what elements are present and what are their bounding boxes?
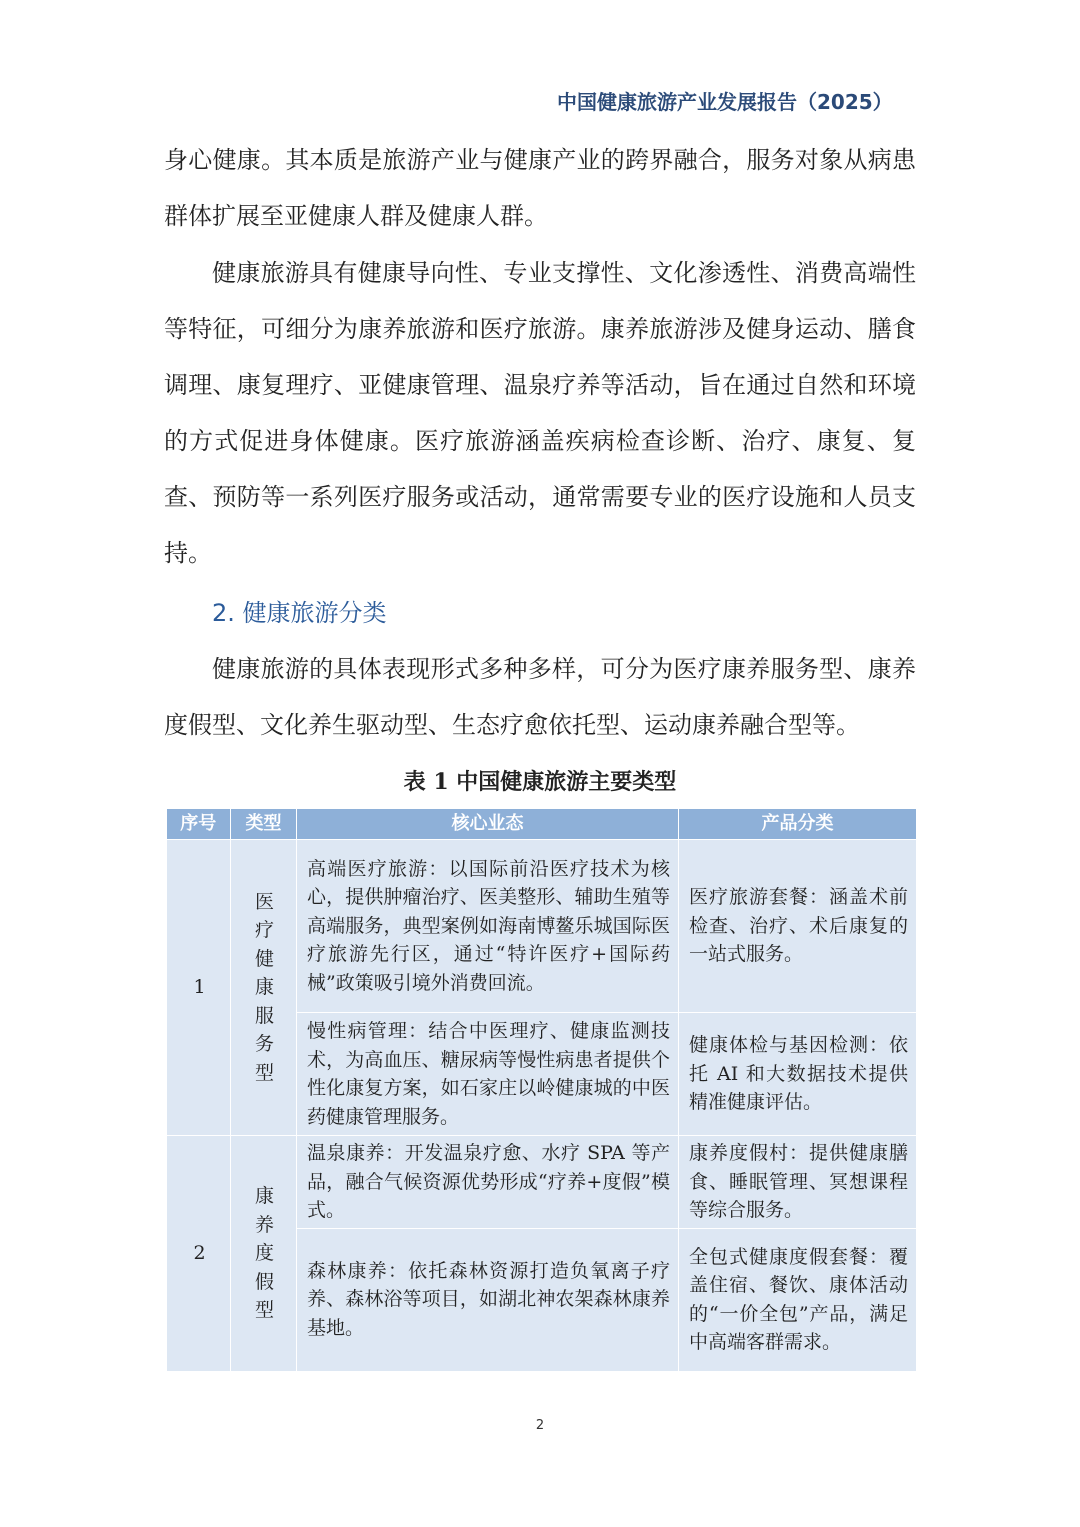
table-row	[167, 840, 917, 1013]
product-category-cell: 全包式健康度假套餐：覆盖住宿、餐饮、康体活动的“一价全包”产品，满足中高端客群需求。	[679, 1228, 917, 1371]
page-number: 2	[535, 1418, 545, 1433]
header-no: 序号	[167, 809, 231, 840]
core-business-cell: 温泉康养：开发温泉疗愈、水疗 SPA 等产品，融合气候资源优势形成“疗养+度假”模式。	[297, 1136, 679, 1229]
header-product: 产品分类	[679, 809, 917, 840]
running-header-title: 中国健康旅游产业发展报告（2025）	[557, 90, 893, 114]
core-business-cell: 森林康养：依托森林资源打造负氧离子疗养、森林浴等项目，如湖北神农架森林康养基地。	[297, 1228, 679, 1371]
paragraph-classification: 健康旅游的具体表现形式多种多样，可分为医疗康养服务型、康养度假型、文化养生驱动型、生态疗愈依托型、运动康养融合型等。	[164, 655, 916, 739]
row-type	[231, 840, 297, 1136]
paragraph-characteristics: 健康旅游具有健康导向性、专业支撑性、文化渗透性、消费高端性等特征，可细分为康养旅游和医疗旅游。康养旅游涉及健身运动、膳食调理、康复理疗、亚健康管理、温泉疗养等活动，旨在通过自然和环境的方式促进身体健康。医疗旅游涵盖疾病检查诊断、治疗、康复、复查、预防等一系列医疗服务或活动，通常需要专业的医疗设施和人员支持。	[164, 259, 916, 567]
product-category-cell: 健康体检与基因检测：依托 AI 和大数据技术提供精准健康评估。	[679, 1013, 917, 1136]
table-row	[167, 1136, 917, 1229]
header-type: 类型	[231, 809, 297, 840]
section-heading: 2. 健康旅游分类	[212, 599, 387, 627]
core-business-cell: 高端医疗旅游：以国际前沿医疗技术为核心，提供肿瘤治疗、医美整形、辅助生殖等高端服务，典型案例如海南博鳌乐城国际医疗旅游先行区，通过“特许医疗+国际药械”政策吸引境外消费回流。	[297, 840, 679, 1013]
header-core: 核心业态	[297, 809, 679, 840]
table-caption: 表 1 中国健康旅游主要类型	[403, 769, 677, 795]
product-category-cell: 康养度假村：提供健康膳食、睡眠管理、冥想课程等综合服务。	[679, 1136, 917, 1229]
health-tourism-types-table	[166, 809, 917, 1372]
row-type-label: 医疗健康服务型	[254, 890, 274, 1084]
row-number: 1	[167, 840, 231, 1136]
row-type	[231, 1136, 297, 1372]
core-business-cell: 慢性病管理：结合中医理疗、健康监测技术，为高血压、糖尿病等慢性病患者提供个性化康复方案，如石家庄以岭健康城的中医药健康管理服务。	[297, 1013, 679, 1136]
table-header-row	[167, 809, 917, 840]
row-type-label: 康养度假型	[254, 1185, 274, 1321]
row-number: 2	[167, 1136, 231, 1372]
paragraph-continued: 身心健康。其本质是旅游产业与健康产业的跨界融合，服务对象从病患群体扩展至亚健康人群及健康人群。	[164, 146, 916, 230]
product-category-cell: 医疗旅游套餐：涵盖术前检查、治疗、术后康复的一站式服务。	[679, 840, 917, 1013]
